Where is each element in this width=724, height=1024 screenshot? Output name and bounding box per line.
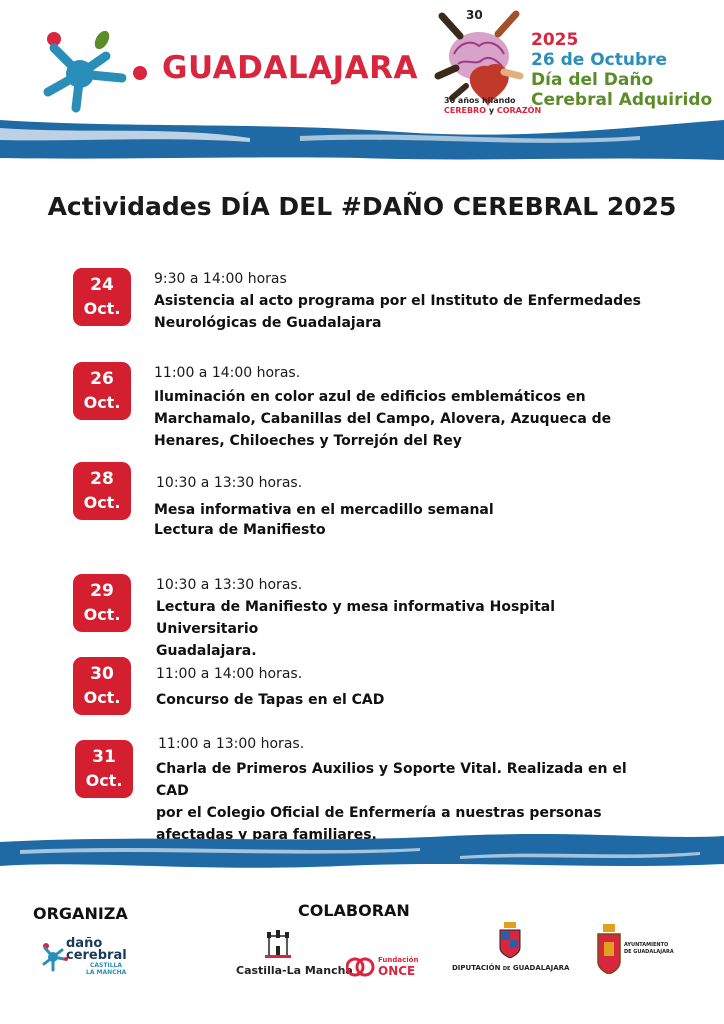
badge-day: 29 [90, 581, 114, 601]
date-badge [73, 657, 131, 715]
ayto-line1: AYUNTAMIENTO [624, 942, 669, 948]
event-time: 10:30 a 13:30 horas. [156, 577, 303, 593]
event-line: Iluminación en color azul de edificios emblemáticos en [154, 389, 586, 405]
date-badge [73, 574, 131, 632]
emblem-caption [444, 96, 541, 116]
event-subtitle-2: Cerebral Adquirido [531, 90, 713, 110]
event-line: Guadalajara. [156, 643, 257, 659]
badge-month: Oct. [83, 493, 121, 512]
badge-day: 24 [90, 275, 114, 295]
event-time: 11:00 a 13:00 horas. [158, 736, 305, 752]
event-line: Lectura de Manifiesto y mesa informativa Hospital Universitario [156, 599, 556, 637]
header [0, 0, 724, 170]
date-badge [73, 268, 131, 326]
diputacion-de: DE [502, 966, 511, 972]
partner-ayuntamiento [596, 924, 676, 976]
event-line: Henares, Chiloeches y Torrejón del Rey [154, 433, 462, 449]
event-description [154, 290, 654, 334]
date-badge [75, 740, 133, 798]
partner-clm-name: Castilla-La Mancha [236, 964, 353, 977]
badge-month: Oct. [83, 393, 121, 412]
badge-month: Oct. [83, 299, 121, 318]
event-time: 11:00 a 14:00 horas. [154, 365, 301, 381]
event-line: afectadas y para familiares. [156, 827, 377, 843]
once-main: ONCE [378, 964, 416, 978]
coat-of-arms-icon [498, 922, 522, 958]
event-line: Charla de Primeros Auxilios y Soporte Vital. Realizada en el CAD [156, 761, 627, 799]
organizer-logo [42, 936, 132, 976]
event-time: 10:30 a 13:30 horas. [156, 475, 303, 491]
badge-month: Oct. [83, 688, 121, 707]
event-line: Mesa informativa en el mercadillo semanal [154, 502, 494, 518]
partner-fundacion-once [346, 954, 428, 980]
date-badge [73, 462, 131, 520]
logo-icon [36, 26, 156, 116]
partner-castilla-la-mancha [236, 926, 353, 982]
colaboran-label: COLABORAN [298, 901, 410, 920]
event-description [156, 689, 656, 711]
badge-month: Oct. [83, 605, 121, 624]
once-top: Fundación [378, 956, 419, 964]
organizer-line4: LA MANCHA [86, 969, 127, 976]
emblem-word-corazon: CORAZÓN [496, 106, 542, 115]
badge-day: 26 [90, 369, 114, 389]
event-date: 26 de Octubre [531, 50, 668, 70]
event-time: 11:00 a 14:00 horas. [156, 666, 303, 682]
event-subtitle-1: Día del Daño [531, 70, 654, 90]
badge-day: 31 [92, 747, 116, 767]
date-block [531, 30, 712, 110]
event-description [154, 386, 654, 452]
organizer-line2: cerebral [66, 948, 127, 963]
badge-day: 30 [90, 664, 114, 684]
ayto-line2: DE GUADALAJARA [624, 949, 674, 955]
event-line: Neurológicas de Guadalajara [154, 315, 382, 331]
emblem-number: 30 [466, 8, 483, 22]
date-badge [73, 362, 131, 420]
diputacion-place: GUADALAJARA [512, 964, 570, 972]
event-time: 9:30 a 14:00 horas [154, 271, 287, 287]
partner-diputacion [452, 922, 572, 978]
footer-brush-band [0, 820, 724, 880]
badge-day: 28 [90, 469, 114, 489]
organizer-logo-icon [42, 940, 68, 974]
event-line: Asistencia al acto programa por el Instituto de Enfermedades [154, 293, 641, 309]
emblem-conjunction: y [488, 106, 495, 115]
city-shield-icon [596, 924, 622, 974]
organiza-label: ORGANIZA [33, 904, 128, 923]
brand-title: GUADALAJARA [162, 50, 419, 86]
emblem-caption-line2 [444, 106, 541, 116]
event-line: Marchamalo, Cabanillas del Campo, Alovera, Azuqueca de [154, 411, 612, 427]
diputacion-word: DIPUTACIÓN [452, 964, 501, 972]
page-title: Actividades DÍA DEL #DAÑO CEREBRAL 2025 [47, 192, 677, 221]
event-line: por el Colegio Oficial de Enfermería a nuestras personas [156, 805, 602, 821]
once-icon [346, 957, 376, 977]
organizer-line3: CASTILLA [90, 962, 122, 969]
event-year: 2025 [531, 30, 579, 50]
emblem-caption-line1: 30 años hilando [444, 96, 516, 105]
event-description [156, 596, 656, 662]
castle-icon [265, 926, 291, 958]
event-line: Lectura de Manifiesto [154, 522, 326, 538]
diputacion-name [452, 964, 569, 972]
organizer-line1: daño [66, 936, 103, 951]
event-description [154, 500, 654, 540]
badge-month: Oct. [85, 771, 123, 790]
emblem-word-cerebro: CEREBRO [444, 106, 487, 115]
event-line: Concurso de Tapas en el CAD [156, 692, 385, 708]
